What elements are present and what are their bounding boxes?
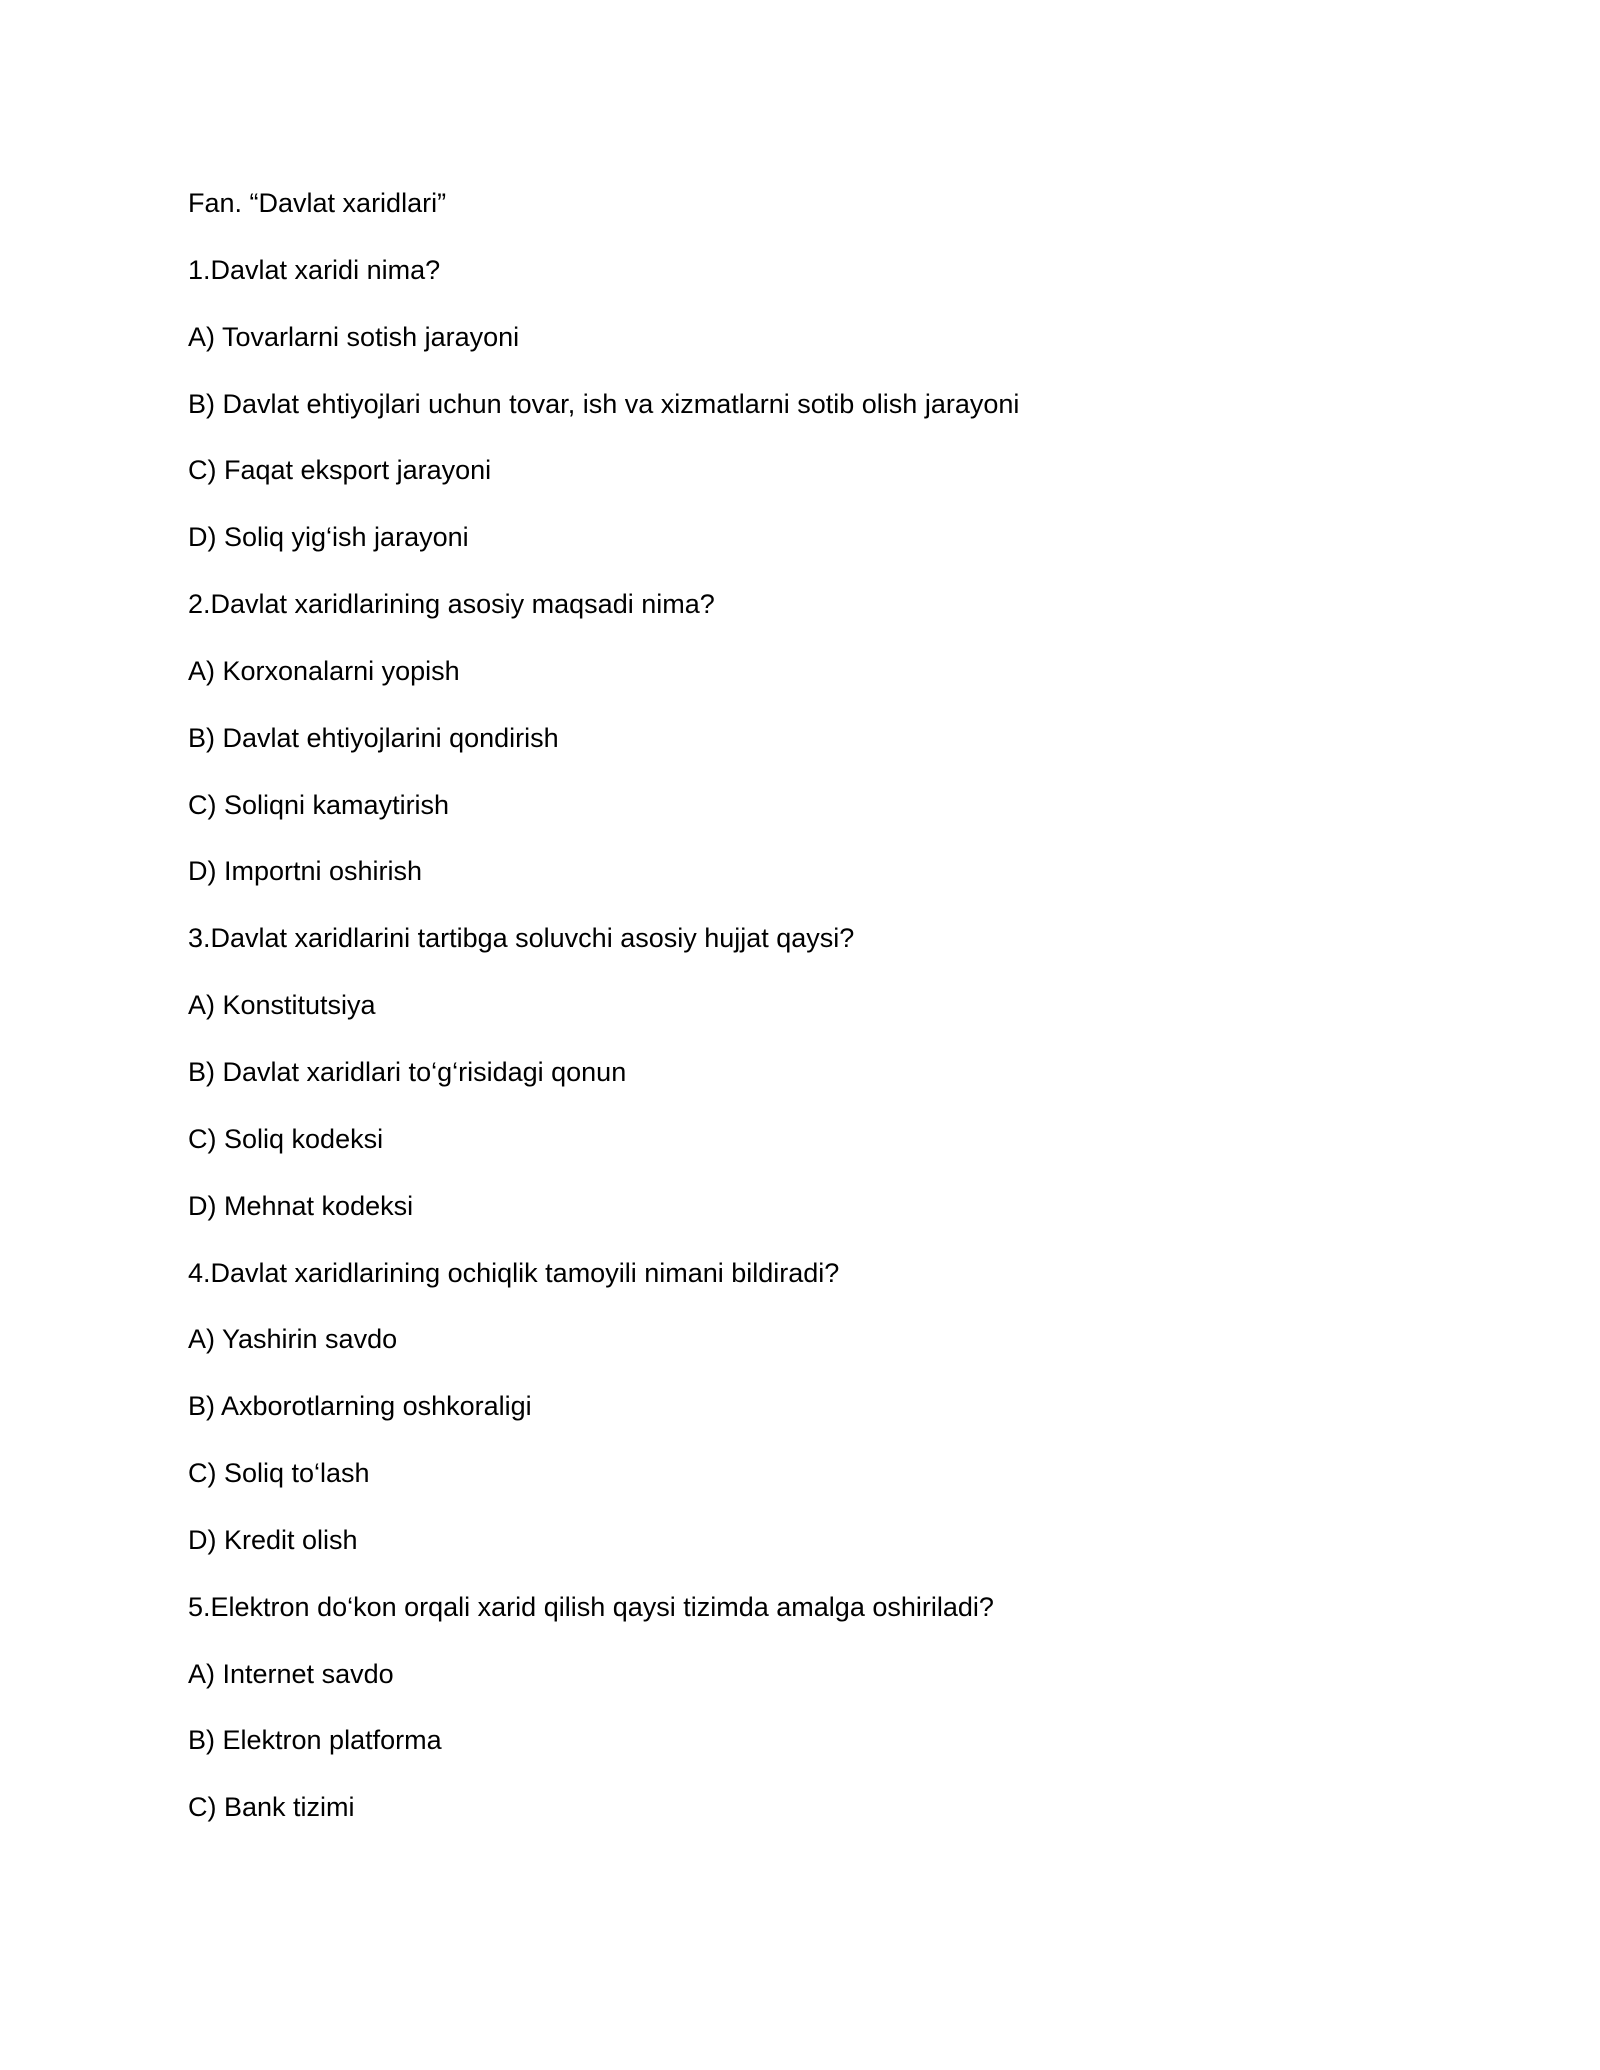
question-5: 5.Elektron do‘kon orqali xarid qilish qaysi tizimda amalga oshiriladi? xyxy=(188,1591,994,1622)
question-4-option-b: B) Axborotlarning oshkoraligi xyxy=(188,1391,532,1422)
question-3-option-b: B) Davlat xaridlari to‘g‘risidagi qonun xyxy=(188,1056,627,1087)
question-4-option-d: D) Kredit olish xyxy=(188,1524,358,1555)
question-5-option-c: C) Bank tizimi xyxy=(188,1792,355,1823)
question-3: 3.Davlat xaridlarini tartibga soluvchi asosiy hujjat qaysi? xyxy=(188,923,855,954)
question-4-option-a: A) Yashirin savdo xyxy=(188,1324,398,1355)
question-1-option-a: A) Tovarlarni sotish jarayoni xyxy=(188,321,520,352)
question-4-option-c: C) Soliq to‘lash xyxy=(188,1458,370,1489)
question-2-option-c: C) Soliqni kamaytirish xyxy=(188,789,450,820)
document-body xyxy=(188,186,1408,1857)
question-4: 4.Davlat xaridlarining ochiqlik tamoyili nimani bildiradi? xyxy=(188,1257,840,1288)
question-1-option-b: B) Davlat ehtiyojlari uchun tovar, ish va xizmatlarni sotib olish jarayoni xyxy=(188,388,1020,419)
question-2-option-d: D) Importni oshirish xyxy=(188,856,423,887)
question-1-option-c: C) Faqat eksport jarayoni xyxy=(188,455,492,486)
question-3-option-a: A) Konstitutsiya xyxy=(188,990,376,1021)
question-3-option-d: D) Mehnat kodeksi xyxy=(188,1190,414,1221)
question-5-option-a: A) Internet savdo xyxy=(188,1658,394,1689)
document-title: Fan. “Davlat xaridlari” xyxy=(188,188,447,218)
question-2: 2.Davlat xaridlarining asosiy maqsadi nima? xyxy=(188,589,715,620)
question-2-option-b: B) Davlat ehtiyojlarini qondirish xyxy=(188,722,559,753)
question-1: 1.Davlat xaridi nima? xyxy=(188,254,441,285)
question-3-option-c: C) Soliq kodeksi xyxy=(188,1123,384,1154)
question-5-option-b: B) Elektron platforma xyxy=(188,1725,442,1756)
question-2-option-a: A) Korxonalarni yopish xyxy=(188,655,460,686)
question-1-option-d: D) Soliq yig‘ish jarayoni xyxy=(188,522,469,553)
